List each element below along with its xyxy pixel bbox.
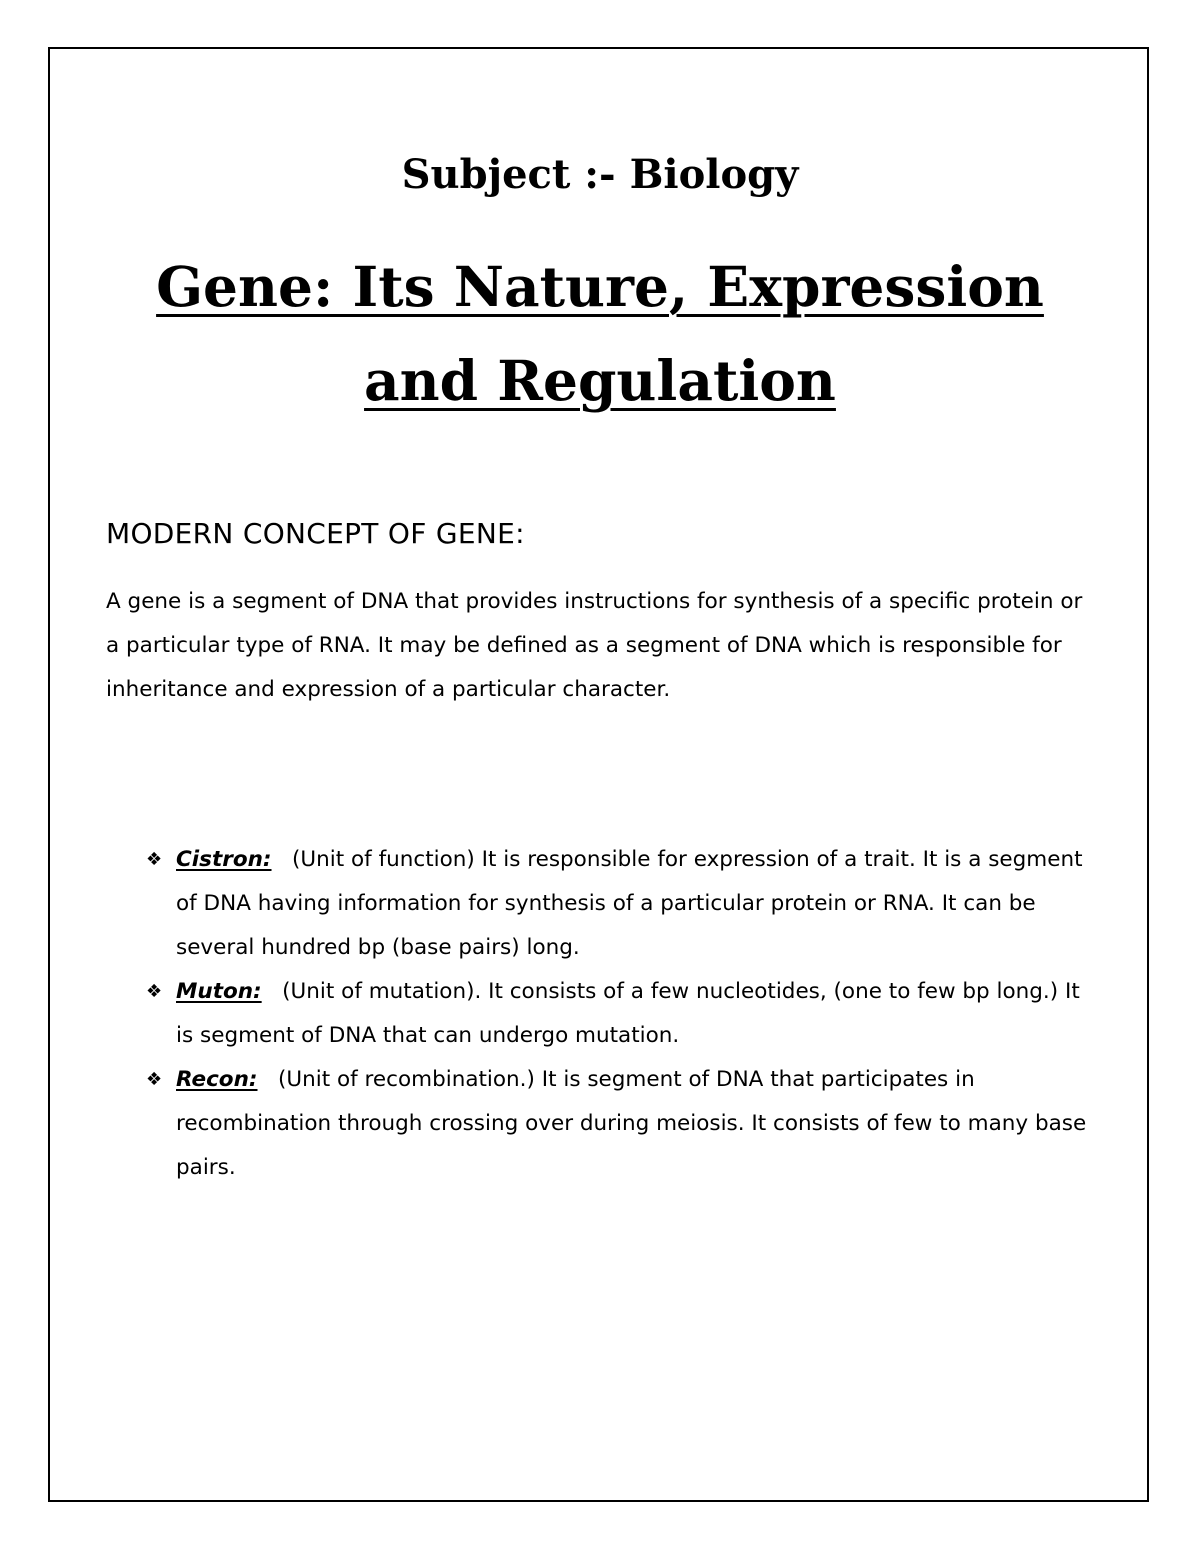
section-heading: MODERN CONCEPT OF GENE:: [106, 517, 525, 550]
diamond-bullet-icon: ❖: [146, 981, 163, 1002]
document-title-line-2: and Regulation: [364, 348, 836, 413]
concept-text: (Unit of mutation). It consists of a few nucleotides, (one to few bp long.) It is segment of DNA that can undergo mutation.: [176, 979, 1080, 1048]
concept-term: Recon:: [176, 1067, 258, 1092]
diamond-bullet-icon: ❖: [146, 1069, 163, 1090]
concept-term: Muton:: [176, 979, 262, 1004]
concept-text: (Unit of recombination.) It is segment of DNA that participates in recombination through crossing over during meiosis. It consists of few to many base pairs.: [176, 1067, 1087, 1180]
concept-item-muton: [146, 970, 1096, 1058]
concept-list: [146, 838, 1096, 1190]
intro-paragraph: A gene is a segment of DNA that provides instructions for synthesis of a specific protein or a particular type of RNA. It may be defined as a segment of DNA which is responsible for inheritance and expression of a particular character.: [106, 589, 1083, 702]
concept-item-cistron: [146, 838, 1096, 970]
document-title-line-1: Gene: Its Nature, Expression: [156, 254, 1044, 319]
concept-term: Cistron:: [176, 847, 272, 872]
subject-heading: Subject :- Biology: [401, 151, 799, 198]
diamond-bullet-icon: ❖: [146, 849, 163, 870]
concept-text: (Unit of function) It is responsible for expression of a trait. It is a segment of DNA having information for synthesis of a particular protein or RNA. It can be several hundred bp (base pairs) long.: [176, 847, 1083, 960]
concept-item-recon: [146, 1058, 1096, 1190]
document-title: [100, 240, 1100, 428]
